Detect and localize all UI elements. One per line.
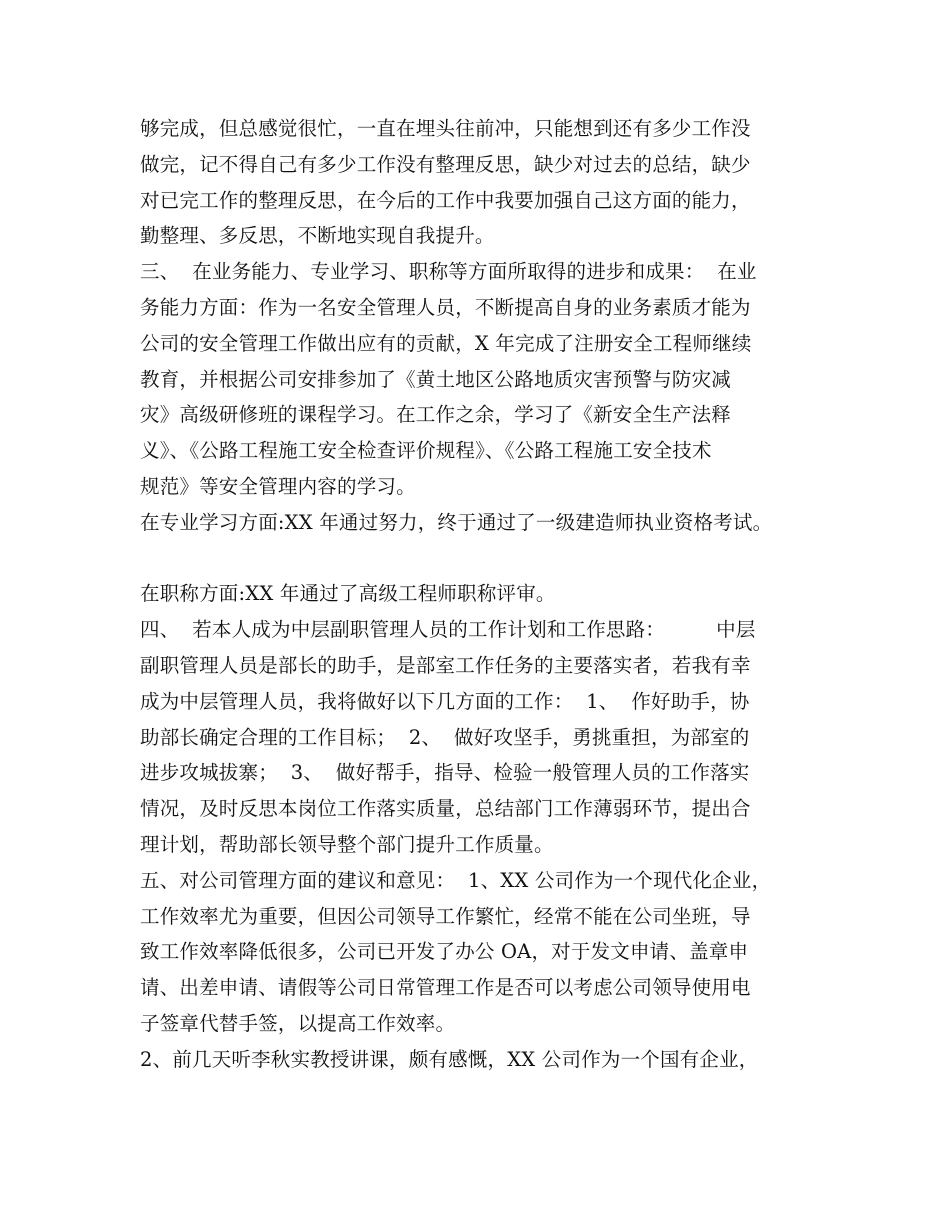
text-line: 规范》等安全管理内容的学习。 [140,474,416,498]
text-line: 子签章代替手签，以提高工作效率。 [140,1011,456,1035]
section-heading-3: 三、 在业务能力、专业学习、职称等方面所取得的进步和成果： 在业 [140,260,757,284]
text-line: 对已完工作的整理反思，在今后的工作中我要加强自己这方面的能力， [140,188,751,212]
text-line: 2、前几天听李秋实教授讲课，颇有感慨，XX 公司作为一个国有企业， [140,1047,759,1071]
section-heading-4: 四、 若本人成为中层副职管理人员的工作计划和工作思路： 中层 [140,618,756,642]
text-line: 请、出差申请、请假等公司日常管理工作是否可以考虑公司领导使用电 [140,976,751,1000]
text-line: 成为中层管理人员，我将做好以下几方面的工作： 1、 作好助手，协 [140,689,750,713]
text-line: 在专业学习方面:XX 年通过努力，终于通过了一级建造师执业资格考试。 [140,510,773,534]
text-line: 够完成，但总感觉很忙，一直在埋头往前冲，只能想到还有多少工作没 [140,117,751,140]
text-line: 理计划，帮助部长领导整个部门提升工作质量。 [140,832,554,856]
text-line: 情况，及时反思本岗位工作落实质量，总结部门工作薄弱环节，提出合 [140,797,751,821]
text-line: 义》、《公路工程施工安全检查评价规程》、《公路工程施工安全技术 [140,439,712,463]
text-line: 在职称方面:XX 年通过了高级工程师职称评审。 [140,582,556,606]
text-line: 灾》高级研修班的课程学习。在工作之余，学习了《新安全生产法释 [140,403,732,427]
section-heading-5: 五、对公司管理方面的建议和意见： 1、XX 公司作为一个现代化企业， [140,868,772,892]
text-line: 教育，并根据公司安排参加了《黄土地区公路地质灾害预警与防灾减 [140,367,732,391]
text-line: 副职管理人员是部长的助手，是部室工作任务的主要落实者，若我有幸 [140,653,751,677]
text-line: 勤整理、多反思，不断地实现自我提升。 [140,224,495,248]
text-line: 致工作效率降低很多，公司已开发了办公 OA，对于发文申请、盖章申 [140,940,749,964]
text-line: 进步攻城拔寨； 3、 做好帮手，指导、检验一般管理人员的工作落实 [140,761,750,785]
text-line: 工作效率尤为重要，但因公司领导工作繁忙，经常不能在公司坐班，导 [140,904,751,928]
text-line: 公司的安全管理工作做出应有的贡献，X 年完成了注册安全工程师继续 [140,331,752,355]
text-line: 助部长确定合理的工作目标； 2、 做好攻坚手，勇挑重担，为部室的 [140,725,750,749]
blank-line [140,541,840,577]
text-line: 务能力方面：作为一名安全管理人员，不断提高自身的业务素质才能为 [140,295,751,319]
document-body [140,111,840,1078]
text-line: 做完，记不得自己有多少工作没有整理反思，缺少对过去的总结，缺少 [140,152,751,176]
